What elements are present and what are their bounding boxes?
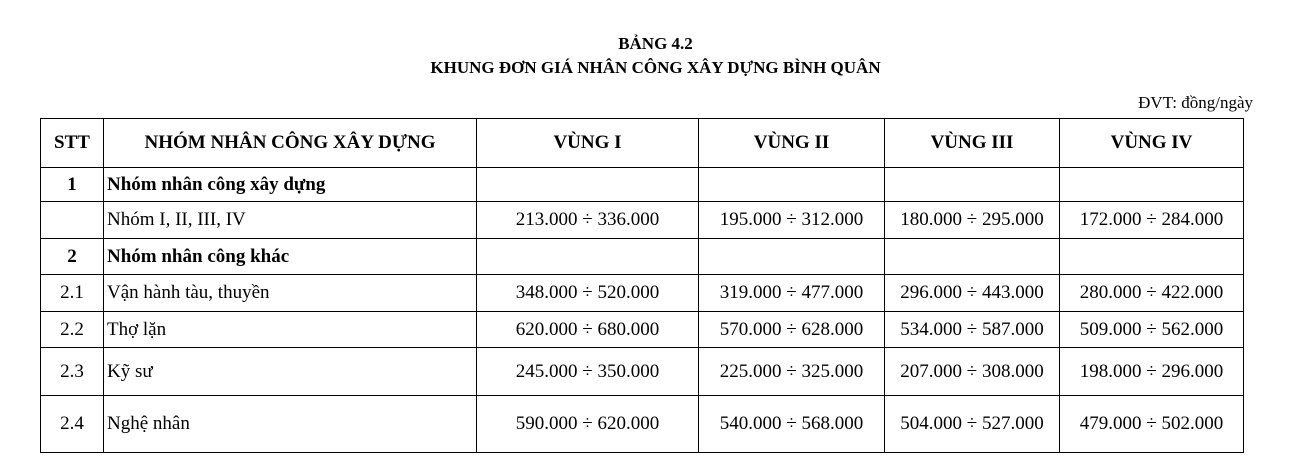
row-name: Vận hành tàu, thuyền (104, 275, 477, 312)
row-zone-3 (885, 168, 1060, 202)
row-name: Thợ lặn (104, 312, 477, 348)
row-name: Nhóm nhân công xây dựng (104, 168, 477, 202)
row-zone-4 (1060, 168, 1244, 202)
row-zone-1: 213.000 ÷ 336.000 (477, 202, 699, 239)
row-name: Nghệ nhân (104, 396, 477, 453)
table-row (41, 202, 1244, 239)
table-row (41, 275, 1244, 312)
row-zone-1: 245.000 ÷ 350.000 (477, 348, 699, 396)
row-stt (41, 202, 104, 239)
row-zone-4: 479.000 ÷ 502.000 (1060, 396, 1244, 453)
row-stt: 2.2 (41, 312, 104, 348)
header-row (41, 119, 1244, 168)
row-zone-2: 570.000 ÷ 628.000 (699, 312, 885, 348)
row-zone-1: 348.000 ÷ 520.000 (477, 275, 699, 312)
row-zone-3: 207.000 ÷ 308.000 (885, 348, 1060, 396)
row-stt: 1 (41, 168, 104, 202)
row-zone-3: 504.000 ÷ 527.000 (885, 396, 1060, 453)
row-stt: 2.1 (41, 275, 104, 312)
row-zone-1: 590.000 ÷ 620.000 (477, 396, 699, 453)
row-zone-2: 540.000 ÷ 568.000 (699, 396, 885, 453)
header-group: NHÓM NHÂN CÔNG XÂY DỰNG (104, 119, 477, 168)
row-name: Nhóm nhân công khác (104, 239, 477, 275)
row-stt: 2.4 (41, 396, 104, 453)
row-zone-3: 296.000 ÷ 443.000 (885, 275, 1060, 312)
table-title: BẢNG 4.2 (618, 34, 693, 53)
unit-label: ĐVT: đồng/ngày (1138, 93, 1253, 112)
row-zone-2: 195.000 ÷ 312.000 (699, 202, 885, 239)
row-zone-1: 620.000 ÷ 680.000 (477, 312, 699, 348)
row-zone-4: 172.000 ÷ 284.000 (1060, 202, 1244, 239)
header-stt: STT (41, 119, 104, 168)
table-row (41, 312, 1244, 348)
row-zone-3: 180.000 ÷ 295.000 (885, 202, 1060, 239)
table-row (41, 348, 1244, 396)
row-zone-2 (699, 168, 885, 202)
row-stt: 2 (41, 239, 104, 275)
row-zone-4: 509.000 ÷ 562.000 (1060, 312, 1244, 348)
table-row (41, 396, 1244, 453)
row-zone-3: 534.000 ÷ 587.000 (885, 312, 1060, 348)
row-zone-1 (477, 168, 699, 202)
row-name: Nhóm I, II, III, IV (104, 202, 477, 239)
header-zone-4: VÙNG IV (1060, 119, 1244, 168)
row-zone-4: 280.000 ÷ 422.000 (1060, 275, 1244, 312)
row-zone-1 (477, 239, 699, 275)
header-zone-2: VÙNG II (699, 119, 885, 168)
row-zone-3 (885, 239, 1060, 275)
table-row (41, 239, 1244, 275)
row-zone-2: 319.000 ÷ 477.000 (699, 275, 885, 312)
row-zone-2: 225.000 ÷ 325.000 (699, 348, 885, 396)
row-zone-4 (1060, 239, 1244, 275)
table-subtitle: KHUNG ĐƠN GIÁ NHÂN CÔNG XÂY DỰNG BÌNH QUÂN (430, 58, 881, 77)
row-zone-4: 198.000 ÷ 296.000 (1060, 348, 1244, 396)
wage-table (40, 118, 1244, 453)
row-zone-2 (699, 239, 885, 275)
header-zone-1: VÙNG I (477, 119, 699, 168)
header-zone-3: VÙNG III (885, 119, 1060, 168)
row-name: Kỹ sư (104, 348, 477, 396)
row-stt: 2.3 (41, 348, 104, 396)
table-row (41, 168, 1244, 202)
